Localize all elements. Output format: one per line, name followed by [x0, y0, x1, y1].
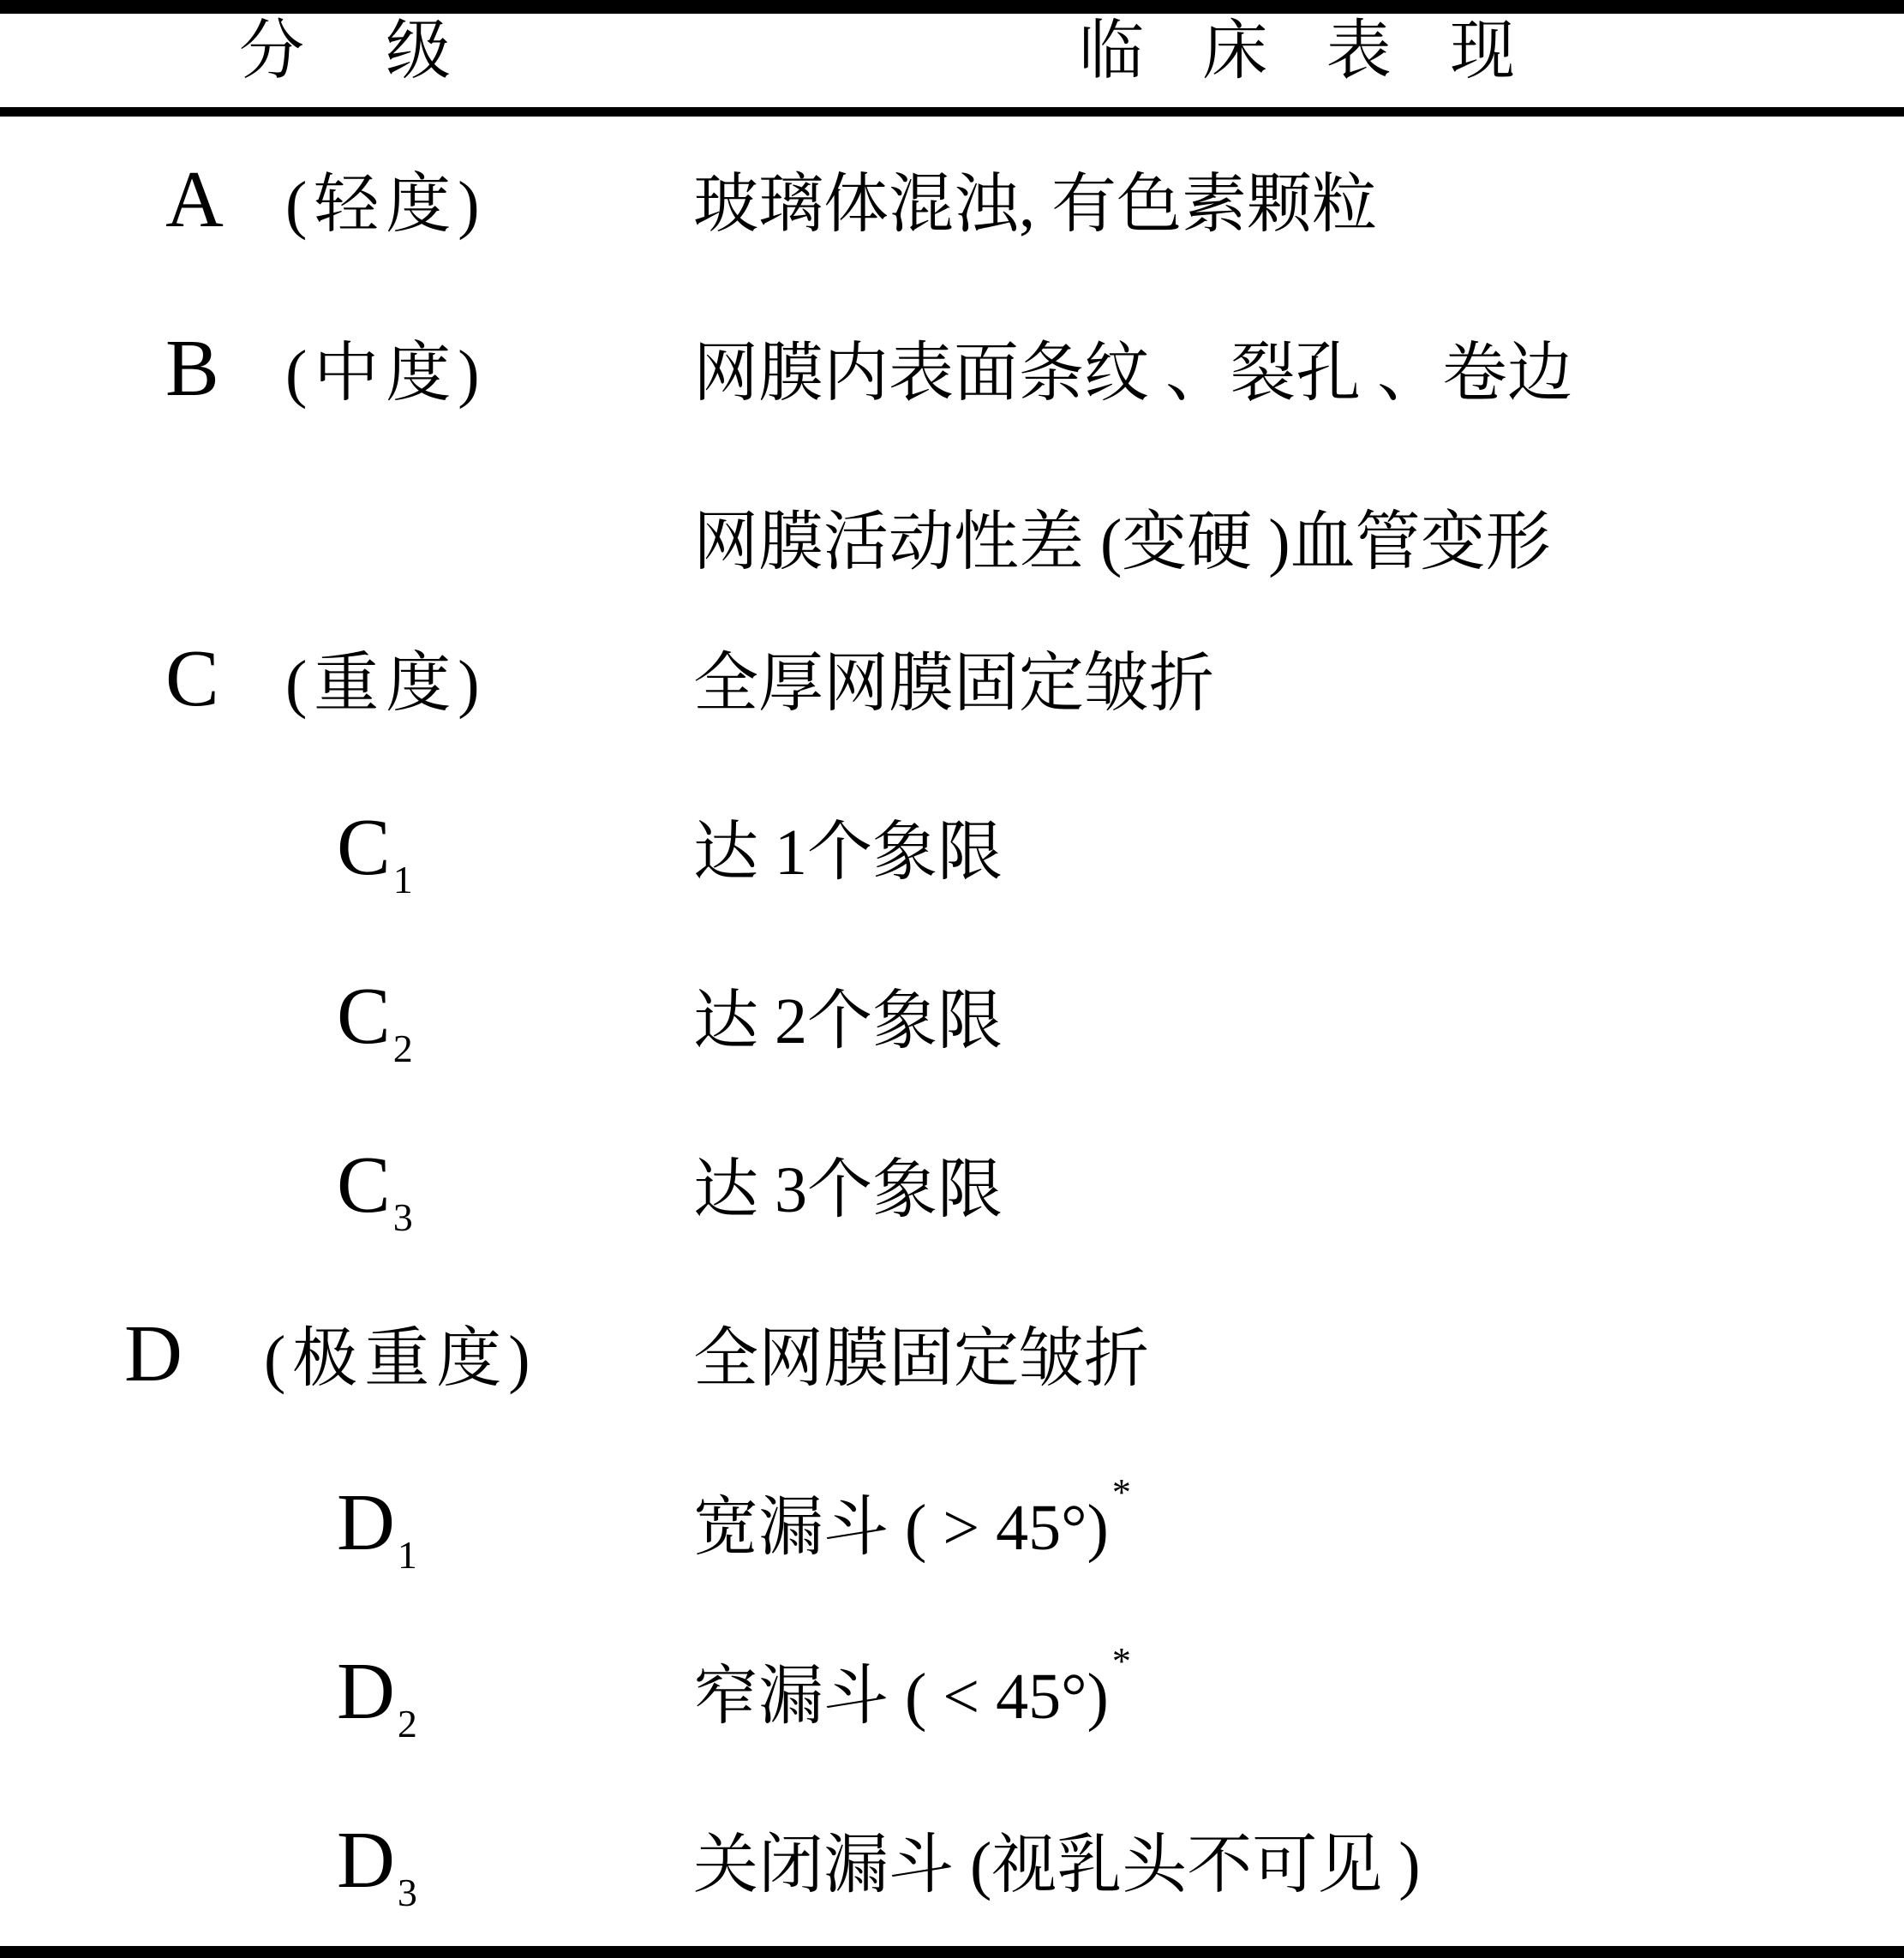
grade-letter: D	[124, 1309, 183, 1398]
header-rule	[0, 107, 1904, 117]
table-row-d1	[0, 1440, 1904, 1608]
table-row-c3	[0, 1102, 1904, 1271]
grade-qualifier: (轻度)	[285, 169, 487, 241]
footnote-asterisk: *	[1111, 1640, 1131, 1682]
grade-letter: $D_2$	[337, 1647, 417, 1745]
clinical-header-cell	[690, 5, 1904, 116]
clinical-text: 达 2个象限	[693, 985, 1003, 1057]
grade-subscript: 3	[397, 1871, 417, 1914]
grade-letter: $C_1$	[337, 803, 413, 901]
clinical-cell	[690, 1102, 1904, 1243]
grade-cell	[0, 963, 690, 1102]
clinical-text: 达 1个象限	[693, 817, 1003, 889]
clinical-text: 全网膜固定皱折	[693, 1323, 1149, 1395]
table-row-b	[0, 285, 1904, 454]
table-row-a	[0, 117, 1904, 285]
clinical-text: 玻璃体混浊, 有色素颗粒	[693, 169, 1377, 241]
grade-header-cell	[0, 5, 690, 116]
grade-letter: $D_3$	[337, 1816, 417, 1914]
clinical-text: 网膜活动性差 (变硬 )血管变形	[693, 506, 1551, 578]
grade-column-header: 分级	[239, 15, 532, 87]
grade-subscript: 2	[392, 1027, 413, 1070]
grade-subscript: 2	[397, 1702, 417, 1745]
clinical-text: 网膜内表面条纹 、裂孔 、卷边	[693, 338, 1572, 410]
clinical-text: 全厚网膜固定皱折	[693, 648, 1214, 720]
clinical-cell	[690, 454, 1904, 596]
grade-letter: A	[165, 155, 224, 244]
table-row-b-continued	[0, 454, 1904, 596]
table-row-c	[0, 596, 1904, 764]
grade-cell	[0, 1301, 690, 1440]
clinical-cell	[690, 1777, 1904, 1919]
grade-qualifier: (中度)	[285, 338, 487, 410]
grade-cell	[0, 147, 690, 285]
clinical-text: 达 3个象限	[693, 1154, 1003, 1226]
clinical-text: 窄漏斗 ( < 45°)	[693, 1661, 1109, 1733]
grade-letter: $C_2$	[337, 972, 413, 1070]
clinical-cell	[690, 117, 1904, 258]
clinical-cell	[690, 1271, 1904, 1412]
clinical-cell	[690, 285, 1904, 427]
table-row-d2	[0, 1608, 1904, 1777]
table-row-d3	[0, 1777, 1904, 1946]
grade-letter: B	[165, 324, 219, 413]
clinical-text: 关闭漏斗 (视乳头不可见 )	[693, 1829, 1421, 1901]
grade-qualifier: (极重度)	[264, 1323, 537, 1395]
table-row-d	[0, 1271, 1904, 1440]
grade-subscript: 1	[392, 858, 413, 901]
grade-subscript: 1	[397, 1533, 417, 1577]
grade-cell	[0, 1132, 690, 1271]
grade-subscript: 3	[392, 1195, 413, 1239]
grade-cell	[0, 626, 690, 764]
bottom-rule	[0, 1946, 1904, 1958]
table-body	[0, 117, 1904, 1946]
grade-letter: $D_1$	[337, 1478, 417, 1577]
grade-cell	[0, 1807, 690, 1946]
clinical-cell	[690, 1608, 1904, 1750]
clinical-cell	[690, 764, 1904, 906]
clinical-cell	[690, 933, 1904, 1075]
grade-qualifier: (重度)	[285, 648, 487, 720]
clinical-column-header: 临床表现	[1078, 15, 1574, 87]
clinical-cell	[690, 596, 1904, 737]
footnote-asterisk: *	[1111, 1471, 1131, 1513]
table-row-c1	[0, 764, 1904, 933]
grade-cell	[0, 315, 690, 454]
table-row-c2	[0, 933, 1904, 1102]
clinical-text: 宽漏斗 ( > 45°)	[693, 1492, 1109, 1564]
grade-cell	[0, 1470, 690, 1608]
grade-letter: C	[165, 634, 219, 723]
clinical-cell	[690, 1440, 1904, 1581]
grade-cell	[0, 794, 690, 933]
grade-cell	[0, 1638, 690, 1777]
table-header-row	[0, 14, 1904, 107]
grade-letter: $C_3$	[337, 1141, 413, 1239]
